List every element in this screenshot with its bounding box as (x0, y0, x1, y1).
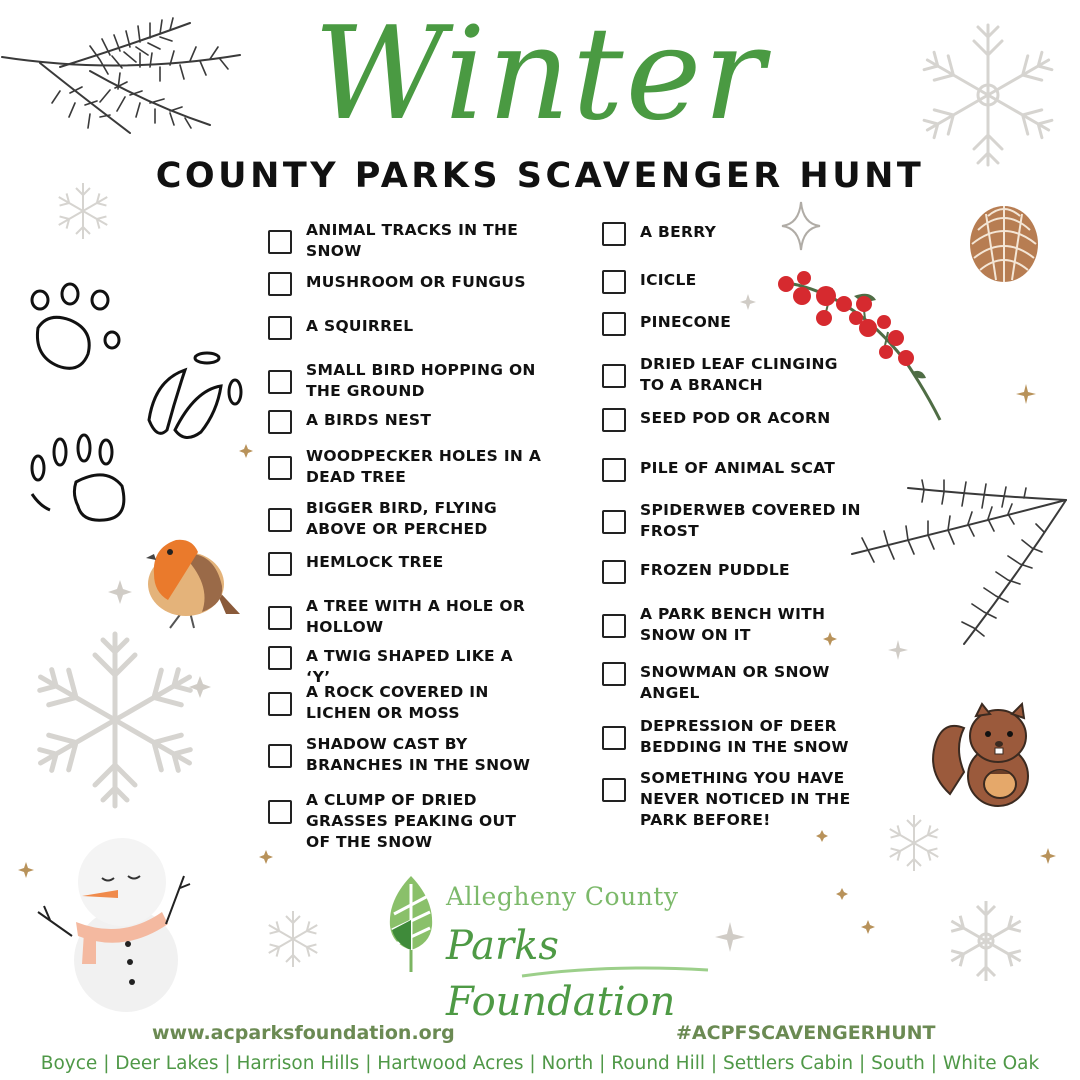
snowflake-icon (20, 630, 210, 810)
checklist-item-label: BIGGER BIRD, FLYING ABOVE OR PERCHED (306, 499, 498, 538)
squirrel-icon (930, 702, 1038, 810)
checklist-item-label: SPIDERWEB COVERED IN FROST (640, 501, 861, 540)
checklist-item-label: A PARK BENCH WITH SNOW ON IT (640, 605, 826, 644)
checklist-item[interactable] (602, 662, 902, 714)
robin-bird-icon (142, 530, 244, 634)
checkbox[interactable] (268, 316, 292, 340)
logo-org-name-line1: Allegheny County (446, 882, 679, 911)
checklist-item-label: A CLUMP OF DRIED GRASSES PEAKING OUT OF THE SNOW (306, 791, 517, 851)
paw-print-icon (28, 282, 128, 377)
checklist-item[interactable] (602, 408, 902, 460)
checkbox[interactable] (268, 552, 292, 576)
checkbox[interactable] (602, 312, 626, 336)
checklist-item[interactable] (268, 446, 568, 498)
checkbox[interactable] (268, 230, 292, 254)
checkbox[interactable] (268, 744, 292, 768)
checkbox[interactable] (268, 646, 292, 670)
checkbox[interactable] (268, 370, 292, 394)
checkbox[interactable] (602, 458, 626, 482)
checklist-item-label: SHADOW CAST BY BRANCHES IN THE SNOW (306, 735, 531, 774)
paw-print-icon (145, 350, 245, 445)
checkbox[interactable] (602, 614, 626, 638)
checklist-item-label: A SQUIRREL (306, 317, 414, 335)
logo-org-name-line2: Parks Foundation (446, 923, 676, 1025)
checklist-item[interactable] (268, 682, 568, 734)
checklist-item-label: PINECONE (640, 313, 732, 331)
checklist-item-label: SNOWMAN OR SNOW ANGEL (640, 663, 830, 702)
checkbox[interactable] (602, 778, 626, 802)
checklist-item-label: HEMLOCK TREE (306, 553, 444, 571)
checkbox[interactable] (602, 222, 626, 246)
footer-hashtag: #ACPFSCAVENGERHUNT (676, 1022, 936, 1044)
checklist-item[interactable] (268, 220, 568, 272)
checklist-item[interactable] (602, 604, 902, 656)
checklist-item-label: A ROCK COVERED IN LICHEN OR MOSS (306, 683, 489, 722)
checklist-item[interactable] (268, 734, 568, 786)
checkbox[interactable] (602, 364, 626, 388)
paw-print-icon (26, 422, 132, 530)
checklist-item[interactable] (268, 790, 568, 851)
checklist-item-label: MUSHROOM OR FUNGUS (306, 273, 526, 291)
checklist-item-label: DEPRESSION OF DEER BEDDING IN THE SNOW (640, 717, 849, 756)
checkbox[interactable] (602, 662, 626, 686)
checkbox[interactable] (268, 272, 292, 296)
checklist-item[interactable] (602, 354, 902, 406)
checkbox[interactable] (268, 692, 292, 716)
snowflake-icon (944, 898, 1028, 984)
checklist-item-label: PILE OF ANIMAL SCAT (640, 459, 836, 477)
footer-website-link[interactable]: www.acparksfoundation.org (152, 1022, 455, 1044)
checklist-item-label: WOODPECKER HOLES IN A DEAD TREE (306, 447, 542, 486)
checklist-item-label: A TREE WITH A HOLE OR HOLLOW (306, 597, 526, 636)
pinecone-icon (966, 198, 1042, 284)
checklist-item[interactable] (268, 498, 568, 550)
checklist-item[interactable] (602, 716, 902, 768)
checklist-item-label: SEED POD OR ACORN (640, 409, 831, 427)
checklist-item[interactable] (602, 768, 902, 829)
checkbox[interactable] (268, 410, 292, 434)
checkbox[interactable] (268, 606, 292, 630)
checklist-item-label: FROZEN PUDDLE (640, 561, 790, 579)
leaf-logo-icon (386, 874, 436, 974)
checkbox[interactable] (268, 800, 292, 824)
checklist-item-label: A BERRY (640, 223, 717, 241)
checkbox[interactable] (602, 270, 626, 294)
checklist-item-label: A TWIG SHAPED LIKE A ‘Y’ (306, 647, 513, 686)
checklist-item[interactable] (602, 222, 902, 274)
snowflake-icon (262, 906, 324, 972)
checklist-item-label: DRIED LEAF CLINGING TO A BRANCH (640, 355, 838, 394)
checklist-item-label: ICICLE (640, 271, 697, 289)
checkbox[interactable] (602, 510, 626, 534)
checkbox[interactable] (602, 408, 626, 432)
page-title: Winter (313, 0, 767, 149)
checklist-item-label: A BIRDS NEST (306, 411, 432, 429)
checkbox[interactable] (602, 726, 626, 750)
checklist-item-label: ANIMAL TRACKS IN THE SNOW (306, 221, 519, 260)
checkbox[interactable] (268, 508, 292, 532)
snowman-icon (36, 832, 196, 1012)
logo-underline-swoosh (520, 962, 710, 980)
checklist-item-label: SMALL BIRD HOPPING ON THE GROUND (306, 361, 536, 400)
checkbox[interactable] (268, 456, 292, 480)
checklist-item-label: SOMETHING YOU HAVE NEVER NOTICED IN THE PARK BEFORE! (640, 769, 851, 829)
checklist-item[interactable] (602, 500, 902, 552)
checklist-item[interactable] (268, 360, 568, 412)
snowflake-icon (884, 812, 944, 874)
checklist-item[interactable] (268, 596, 568, 648)
footer-parks-list: Boyce | Deer Lakes | Harrison Hills | Hartwood Acres | North | Round Hill | Settlers Cabin | South | White Oak (40, 1053, 1040, 1074)
checkbox[interactable] (602, 560, 626, 584)
page-subtitle: COUNTY PARKS SCAVENGER HUNT (155, 156, 925, 196)
